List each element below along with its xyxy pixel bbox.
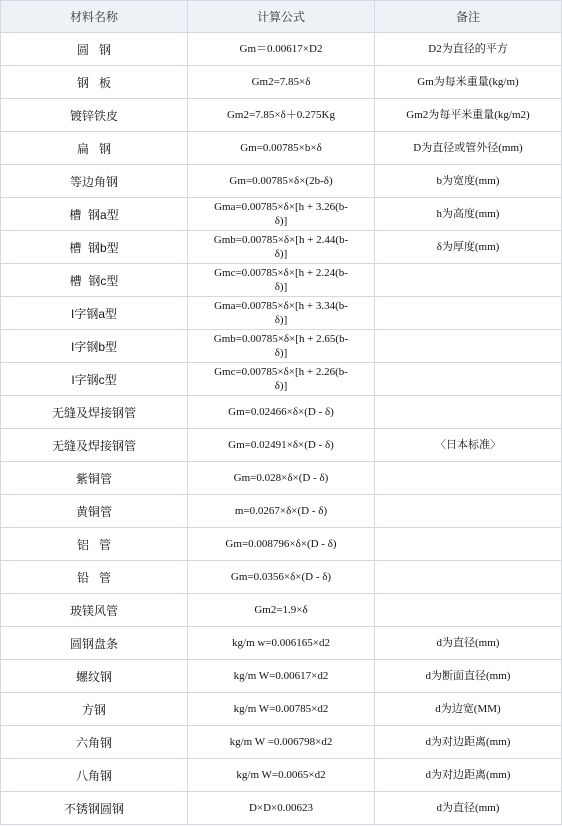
formula-cell: Gmc=0.00785×δ×[h + 2.24(b- δ)] (188, 264, 375, 297)
table-row (1, 495, 562, 528)
table-row (1, 165, 562, 198)
table-row (1, 528, 562, 561)
formula-cell: Gm=0.028×δ×(D - δ) (188, 462, 375, 495)
material-name-cell: 螺纹钢 (1, 660, 188, 693)
material-name-cell: I字钢c型 (1, 363, 188, 396)
material-name-cell: 方钢 (1, 693, 188, 726)
formula-cell: Gma=0.00785×δ×[h + 3.26(b- δ)] (188, 198, 375, 231)
note-cell: d为对边距离(mm) (375, 759, 562, 792)
table-row (1, 792, 562, 825)
material-name-cell: 等边角钢 (1, 165, 188, 198)
note-cell: Gm为每米重量(kg/m) (375, 66, 562, 99)
table-row (1, 363, 562, 396)
material-name-cell: I字钢b型 (1, 330, 188, 363)
table-row (1, 462, 562, 495)
note-cell: d为断面直径(mm) (375, 660, 562, 693)
material-name-cell: I字钢a型 (1, 297, 188, 330)
column-header-remark: 备注 (375, 1, 562, 33)
table-row (1, 198, 562, 231)
note-cell: d为边宽(MM) (375, 693, 562, 726)
table-row (1, 33, 562, 66)
material-name-cell: 六角钢 (1, 726, 188, 759)
note-cell (375, 297, 562, 330)
formula-cell: kg/m W=0.00617×d2 (188, 660, 375, 693)
note-cell: d为直径(mm) (375, 792, 562, 825)
formula-cell: D×D×0.00623 (188, 792, 375, 825)
material-name-cell: 槽 钢b型 (1, 231, 188, 264)
formula-cell: Gmc=0.00785×δ×[h + 2.26(b- δ)] (188, 363, 375, 396)
note-cell (375, 594, 562, 627)
table-row (1, 594, 562, 627)
table-row (1, 660, 562, 693)
material-name-cell: 无缝及焊接钢管 (1, 429, 188, 462)
table-row (1, 297, 562, 330)
table-row (1, 132, 562, 165)
note-cell: d为对边距离(mm) (375, 726, 562, 759)
note-cell: Gm2为每平米重量(kg/m2) (375, 99, 562, 132)
formula-cell: Gm=0.02491×δ×(D - δ) (188, 429, 375, 462)
table-row (1, 627, 562, 660)
formula-cell: Gm=0.008796×δ×(D - δ) (188, 528, 375, 561)
formula-cell: Gm=0.02466×δ×(D - δ) (188, 396, 375, 429)
formula-cell: Gm=0.00785×b×δ (188, 132, 375, 165)
note-cell: d为直径(mm) (375, 627, 562, 660)
table-row (1, 396, 562, 429)
formula-cell: Gm=0.0356×δ×(D - δ) (188, 561, 375, 594)
table-row (1, 429, 562, 462)
material-name-cell: 八角钢 (1, 759, 188, 792)
material-name-cell: 黄铜管 (1, 495, 188, 528)
note-cell (375, 396, 562, 429)
formula-cell: Gm2=7.85×δ (188, 66, 375, 99)
table-row (1, 231, 562, 264)
note-cell: 〈日本标准〉 (375, 429, 562, 462)
note-cell (375, 462, 562, 495)
formula-cell: Gmb=0.00785×δ×[h + 2.65(b- δ)] (188, 330, 375, 363)
note-cell (375, 561, 562, 594)
formula-cell: Gm2=7.85×δ＋0.275Kg (188, 99, 375, 132)
header-row (1, 1, 562, 33)
note-cell (375, 264, 562, 297)
material-name-cell: 铝 管 (1, 528, 188, 561)
material-name-cell: 不锈钢圆钢 (1, 792, 188, 825)
formula-cell: Gm=0.00785×δ×(2b-δ) (188, 165, 375, 198)
formula-cell: Gm2=1.9×δ (188, 594, 375, 627)
material-name-cell: 无缝及焊接钢管 (1, 396, 188, 429)
note-cell (375, 330, 562, 363)
table-body (1, 33, 562, 825)
table-row (1, 330, 562, 363)
material-name-cell: 圆钢盘条 (1, 627, 188, 660)
note-cell (375, 363, 562, 396)
note-cell (375, 495, 562, 528)
note-cell: D2为直径的平方 (375, 33, 562, 66)
formula-cell: kg/m w=0.006165×d2 (188, 627, 375, 660)
note-cell: b为宽度(mm) (375, 165, 562, 198)
column-header-material-name: 材料名称 (1, 1, 188, 33)
material-name-cell: 钢 板 (1, 66, 188, 99)
material-name-cell: 镀锌铁皮 (1, 99, 188, 132)
formula-cell: kg/m W=0.00785×d2 (188, 693, 375, 726)
formula-cell: Gmb=0.00785×δ×[h + 2.44(b- δ)] (188, 231, 375, 264)
formula-cell: kg/m W=0.0065×d2 (188, 759, 375, 792)
formula-cell: kg/m W =0.006798×d2 (188, 726, 375, 759)
table-row (1, 759, 562, 792)
note-cell: δ为厚度(mm) (375, 231, 562, 264)
table-row (1, 264, 562, 297)
formula-cell: Gma=0.00785×δ×[h + 3.34(b- δ)] (188, 297, 375, 330)
table-row (1, 726, 562, 759)
column-header-formula: 计算公式 (188, 1, 375, 33)
table-header (1, 1, 562, 33)
note-cell: D为直径或管外径(mm) (375, 132, 562, 165)
material-name-cell: 铅 管 (1, 561, 188, 594)
formula-cell: m=0.0267×δ×(D - δ) (188, 495, 375, 528)
formula-cell: Gm＝0.00617×D2 (188, 33, 375, 66)
table-row (1, 66, 562, 99)
material-name-cell: 紫铜管 (1, 462, 188, 495)
material-name-cell: 圆 钢 (1, 33, 188, 66)
material-name-cell: 槽 钢a型 (1, 198, 188, 231)
table-row (1, 561, 562, 594)
material-name-cell: 槽 钢c型 (1, 264, 188, 297)
note-cell (375, 528, 562, 561)
material-name-cell: 扁 钢 (1, 132, 188, 165)
table-row (1, 99, 562, 132)
note-cell: h为高度(mm) (375, 198, 562, 231)
material-name-cell: 玻镁风管 (1, 594, 188, 627)
table-row (1, 693, 562, 726)
